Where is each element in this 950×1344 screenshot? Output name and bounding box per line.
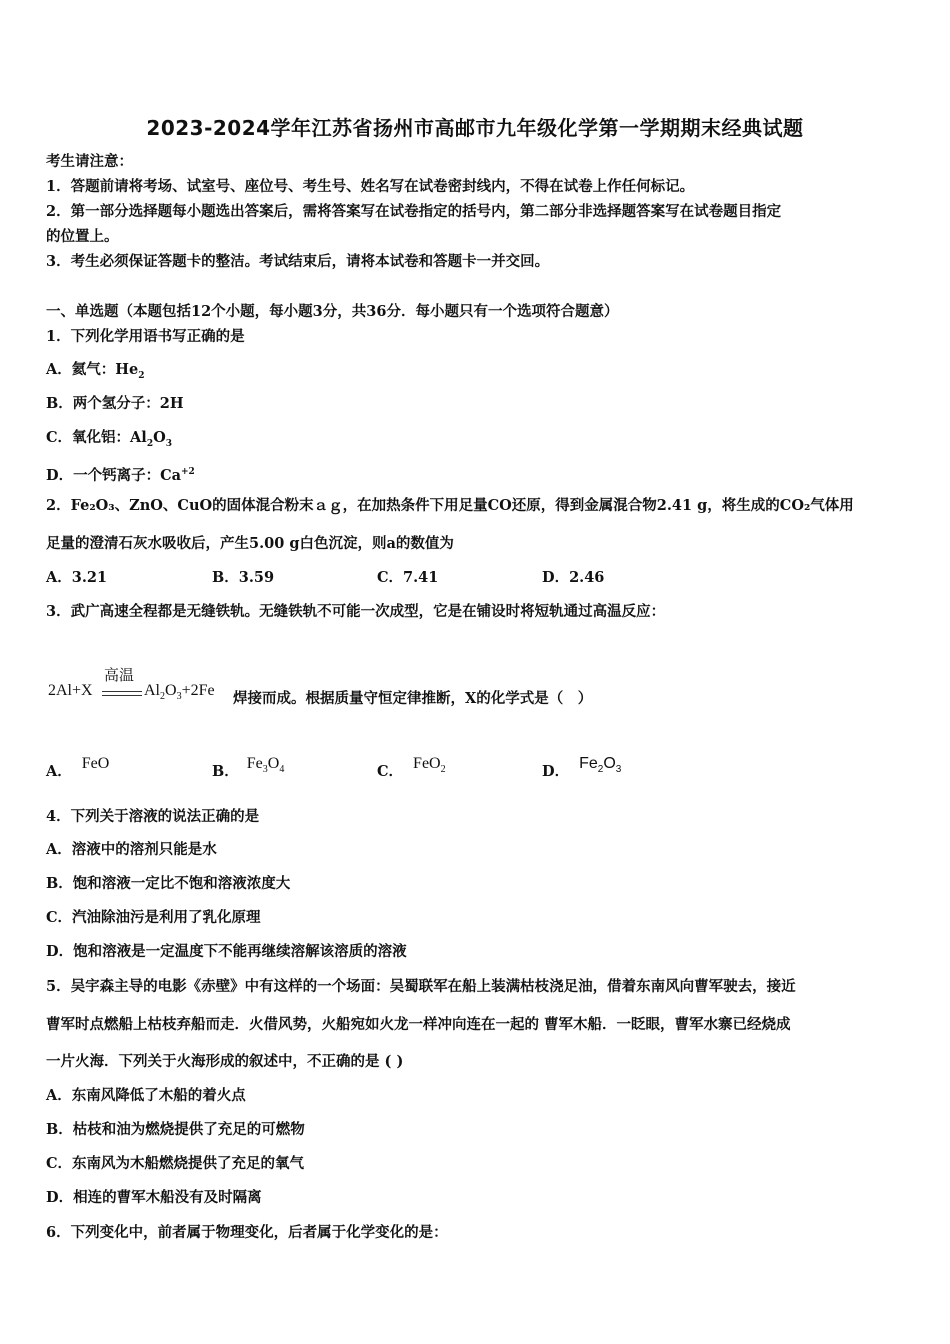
q3-d-o-sub: 3 [615, 764, 622, 776]
q3-eq-fe: +2Fe [181, 682, 215, 699]
q1-option-a [46, 360, 910, 386]
q2-stem-line1: 2．Fe₂O₃、ZnO、CuO的固体混合粉末ａｇ，在加热条件下用足量CO还原，得到金属混合物2.41 g，将生成的CO₂气体用 [46, 497, 854, 514]
q3-option-b [212, 755, 285, 788]
notice-item-2-cont: 的位置上。 [46, 228, 119, 245]
notice-item-3: 3．考生必须保证答题卡的整洁。考试结束后，请将本试卷和答题卡一并交回。 [46, 253, 550, 270]
q3-eq-left: 2Al+X [48, 682, 93, 699]
q2-option-a: A．3.21 [46, 569, 108, 586]
q3-equation [46, 668, 236, 712]
q3-eq-condition: 高温 [104, 668, 135, 684]
q3-option-a [46, 755, 110, 782]
q3-b-fe: Fe [246, 755, 263, 772]
q3-stem: 3．武广高速全程都是无缝铁轨。无缝铁轨不可能一次成型，它是在铺设时将短轨通过高温反应： [46, 603, 666, 620]
q5-option-c: C．东南风为木船燃烧提供了充足的氧气 [46, 1155, 305, 1172]
notice-item-1: 1．答题前请将考场、试室号、座位号、考生号、姓名写在试卷密封线内，不得在试卷上作任何标记。 [46, 178, 695, 195]
q3-b-fe-sub: 3 [262, 764, 268, 776]
q5-stem-line2: 曹军时点燃船上枯枝弃船而走．火借风势，火船宛如火龙一样冲向连在一起的 曹军木船．一眨眼，曹军水寨已经烧成 [46, 1016, 791, 1033]
q1-stem: 1．下列化学用语书写正确的是 [46, 328, 245, 345]
q3-c-formula [413, 755, 446, 776]
q3-d-fe: Fe [579, 755, 598, 772]
q1-d-formula: Ca [160, 466, 182, 484]
q4-stem: 4．下列关于溶液的说法正确的是 [46, 808, 260, 825]
q3-option-d [542, 755, 622, 788]
q1-a-label: A．氦气： [46, 361, 116, 378]
q3-eq-arrow [102, 691, 142, 696]
q1-a-sub: 2 [138, 370, 145, 381]
q3-eq-o-sub: 3 [176, 691, 182, 703]
q5-option-b: B．枯枝和油为燃烧提供了充足的可燃物 [46, 1121, 305, 1138]
q1-c-o: O [153, 429, 166, 446]
page-title: 2023-2024学年江苏省扬州市高邮市九年级化学第一学期期末经典试题 [146, 116, 804, 140]
q3-c-label: C． [377, 763, 404, 780]
q1-option-b: B．两个氢分子：2H [46, 395, 184, 412]
q1-c-label: C．氧化铝： [46, 429, 131, 446]
q3-b-o-sub: 4 [279, 764, 285, 776]
section-heading: 一、单选题（本题包括12个小题，每小题3分，共36分．每小题只有一个选项符合题意） [46, 303, 619, 320]
q1-c-al: Al [130, 429, 147, 446]
q3-c-sub: 2 [440, 764, 446, 776]
q3-eq-al-sub: 2 [160, 691, 165, 703]
q3-eq-al: Al [144, 682, 160, 699]
q3-stem-after: 焊接而成。根据质量守恒定律推断，X的化学式是（ ） [233, 690, 593, 707]
notice-heading: 考生请注意： [46, 153, 133, 170]
q1-option-c [46, 428, 910, 454]
q2-option-b: B．3.59 [212, 569, 275, 586]
q3-d-fe-sub: 2 [597, 764, 604, 776]
q2-option-d: D．2.46 [542, 569, 605, 586]
q2-stem-line2: 足量的澄清石灰水吸收后，产生5.00 g白色沉淀，则a的数值为 [46, 535, 454, 552]
q1-c-o-sub: 3 [165, 438, 172, 449]
q1-option-d [46, 462, 910, 486]
q5-option-a: A．东南风降低了木船的着火点 [46, 1087, 246, 1104]
q6-stem: 6．下列变化中，前者属于物理变化，后者属于化学变化的是： [46, 1224, 448, 1241]
q4-option-b: B．饱和溶液一定比不饱和溶液浓度大 [46, 875, 291, 892]
q3-eq-o: O [165, 682, 177, 699]
q3-a-label: A． [46, 763, 72, 780]
q4-option-d: D．饱和溶液是一定温度下不能再继续溶解该溶质的溶液 [46, 943, 407, 960]
q3-d-label: D． [542, 763, 570, 780]
q5-option-d: D．相连的曹军木船没有及时隔离 [46, 1189, 262, 1206]
q3-option-c [377, 755, 446, 788]
q1-d-label: D．一个钙离子： [46, 466, 161, 484]
q3-b-o: O [267, 755, 280, 772]
q3-eq-right [144, 682, 215, 702]
q3-d-formula [579, 755, 622, 776]
q1-c-al-sub: 2 [146, 438, 154, 449]
q1-a-formula: He [115, 361, 139, 378]
q5-stem-line3: 一片火海．下列关于火海形成的叙述中，不正确的是 ( ) [46, 1053, 404, 1070]
q4-option-a: A．溶液中的溶剂只能是水 [46, 841, 217, 858]
q5-stem-line1: 5．吴宇森主导的电影《赤壁》中有这样的一个场面：吴蜀联军在船上装满枯枝浇足油，借着东南风向曹军驶去，接近 [46, 978, 796, 995]
q3-b-formula [246, 755, 285, 776]
notice-item-2: 2．第一部分选择题每小题选出答案后，需将答案写在试卷指定的括号内，第二部分非选择题答案写在试卷题目指定 [46, 203, 782, 220]
q3-d-o: O [603, 755, 616, 772]
q4-option-c: C．汽油除油污是利用了乳化原理 [46, 909, 261, 926]
q3-c-fe: FeO [413, 755, 441, 772]
q3-b-label: B． [212, 763, 239, 780]
q3-a-formula: FeO [81, 755, 110, 772]
q2-option-c: C．7.41 [377, 569, 439, 586]
q1-d-sup: +2 [181, 467, 195, 477]
